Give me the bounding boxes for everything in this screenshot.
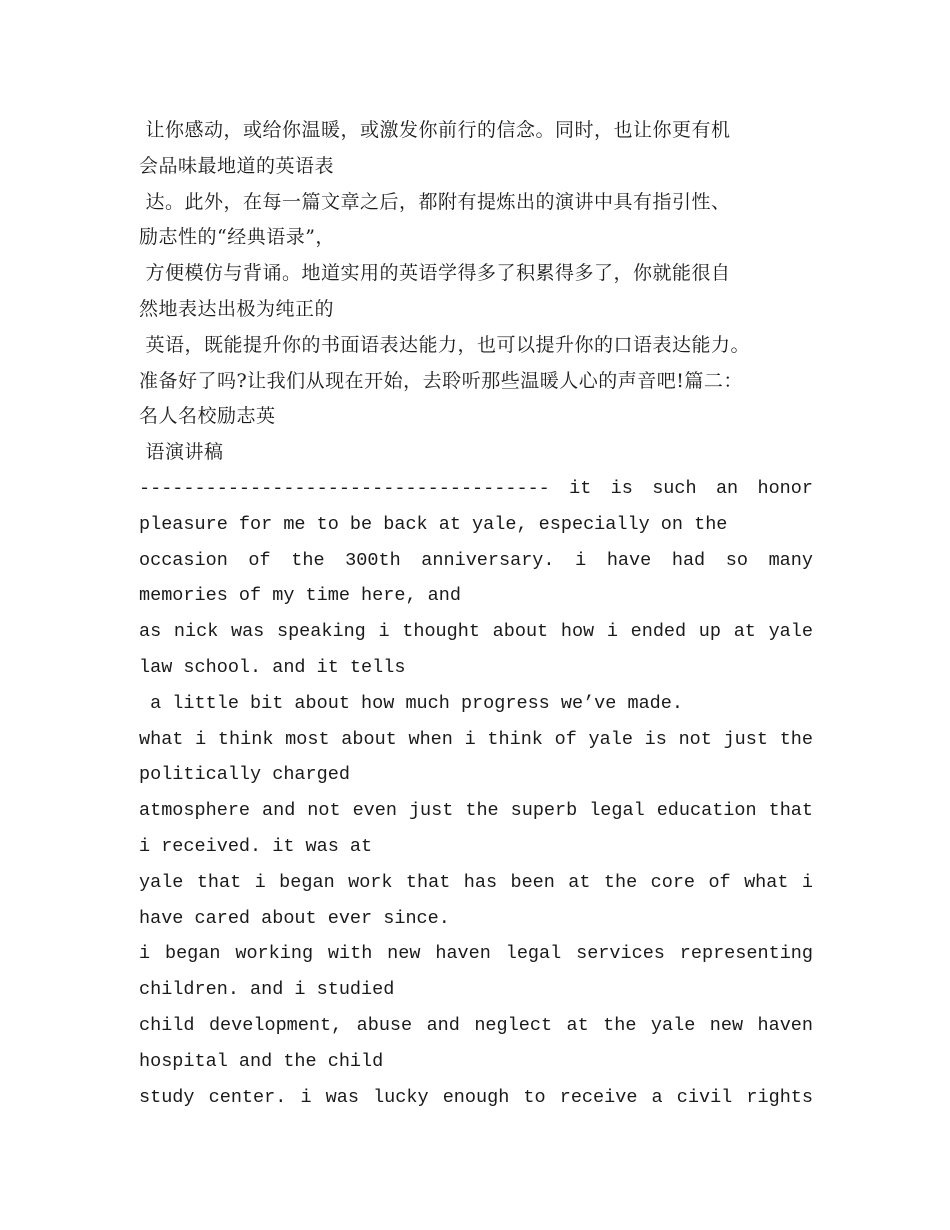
text-line: atmosphere and not even just the superb legal education that — [139, 800, 813, 822]
text-line: pleasure for me to be back at yale, especially on the — [139, 513, 728, 535]
text-line: i received. it was at — [139, 835, 373, 857]
text-line: 达。此外，在每一篇文章之后，都附有提炼出的演讲中具有指引性、 — [139, 190, 731, 213]
text-line: yale that i began work that has been at the core of what i — [139, 871, 813, 893]
text-line: 让你感动，或给你温暖，或激发你前行的信念。同时，也让你更有机 — [139, 119, 731, 141]
text-line: as nick was speaking i thought about how i ended up at yale — [139, 621, 813, 643]
text-line: have cared about ever since. — [139, 907, 450, 929]
text-line: politically charged — [139, 764, 350, 786]
text-line: 励志性的“经典语录”， — [139, 226, 335, 249]
text-line: hospital and the child — [139, 1050, 384, 1072]
text-line: 会品味最地道的英语表 — [139, 154, 335, 177]
document-body — [139, 113, 813, 1115]
text-line: 准备好了吗?让我们从现在开始，去聆听那些温暖人心的声音吧!篇二： — [139, 369, 743, 392]
text-line: 语演讲稿 — [139, 441, 224, 464]
text-line: i began working with new haven legal services representing — [139, 943, 813, 965]
text-line: what i think most about when i think of yale is not just the — [139, 728, 813, 750]
text-line: 方便模仿与背诵。地道实用的英语学得多了积累得多了，你就能很自 — [139, 262, 731, 285]
text-line: 英语，既能提升你的书面语表达能力，也可以提升你的口语表达能力。 — [139, 333, 751, 356]
text-line: 然地表达出极为纯正的 — [139, 297, 335, 320]
text-line: 名人名校励志英 — [139, 405, 276, 428]
text-line: child development, abuse and neglect at the yale new haven — [139, 1014, 813, 1036]
text-line: ------------------------------------- it is such an honor — [139, 477, 813, 499]
text-line: memories of my time here, and — [139, 585, 461, 607]
text-line: a little bit about how much progress we’ve made. — [139, 692, 683, 714]
text-line: occasion of the 300th anniversary. i have had so many — [139, 549, 813, 571]
text-line: children. and i studied — [139, 979, 395, 1001]
text-line: law school. and it tells — [139, 656, 406, 678]
text-line: study center. i was lucky enough to receive a civil rights — [139, 1086, 813, 1108]
